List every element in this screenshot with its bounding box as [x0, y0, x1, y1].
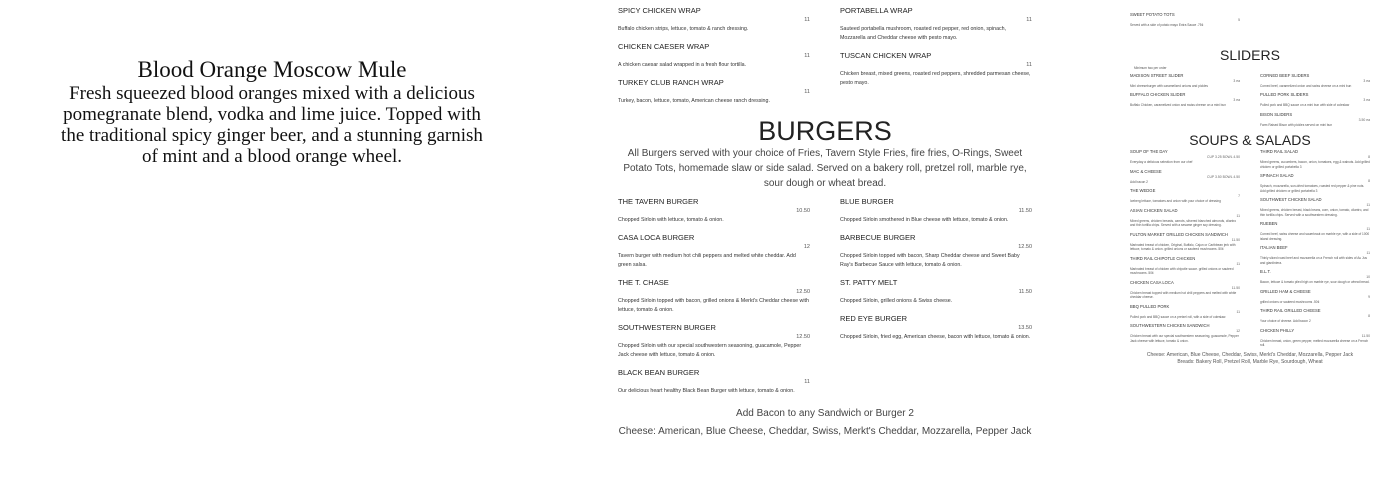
menu-item-desc: Chopped Sirloin topped with bacon, grilled onions & Merkt's Cheddar cheese with lettuce, tomato & onion.	[618, 298, 809, 313]
menu-item-name: CORNED BEEF SLIDERS	[1260, 72, 1310, 78]
menu-item-desc: Tavern burger with medium hot chili peppers and melted white cheddar. Add green salsa.	[618, 253, 796, 268]
menu-item-price: 11	[1366, 203, 1370, 207]
menu-item-desc: Chopped Sirloin, grilled onions & Swiss cheese.	[840, 298, 953, 304]
menu-item-name: ST. PATTY MELT	[840, 278, 898, 287]
menu-item	[1130, 149, 1240, 165]
menu-item-price: CUP 3.25 BOWL 4.50	[1207, 155, 1240, 159]
menu-item-desc: Chopped Sirloin with our special southwestern seasoning, guacamole, Pepper Jack cheese with lettuce, tomato & onion.	[618, 343, 802, 358]
menu-item-name: RUEBEN	[1260, 221, 1278, 226]
menu-item	[1260, 92, 1370, 108]
menu-item-desc: A chicken caesar salad wrapped in a fresh flour tortilla.	[618, 62, 747, 68]
sliders-left-column	[1130, 73, 1240, 132]
menu-item-price: 3 ea	[1233, 98, 1240, 102]
menu-item-desc: Chopped Sirloin smothered in Blue cheese with lettuce, tomato & onion.	[840, 217, 1009, 223]
menu-item-desc: Corned beef, swiss cheese and sauerkraut on marble rye, with a side of 1000 island dressing.	[1260, 232, 1370, 241]
menu-item-desc: Mixed greens, chicken breasts, carrots, slivered blanched almonds, cilantro and thin tortilla chips. Served with a sesame ginger soy dressing.	[1130, 218, 1237, 227]
menu-item	[1130, 92, 1240, 108]
menu-item	[1130, 280, 1240, 300]
menu-item-name: BARBECUE BURGER	[840, 233, 916, 242]
menu-item-price: 8	[1368, 155, 1370, 159]
menu-item-name: TUSCAN CHICKEN WRAP	[840, 51, 932, 60]
menu-item-desc: Our delicious heart healthy Black Bean Burger with lettuce, tomato & onion.	[618, 388, 795, 394]
menu-item	[1260, 149, 1370, 169]
sides-right-column	[1260, 12, 1370, 32]
menu-item-price: 11	[1236, 213, 1240, 218]
soups-footer-cheese: Cheese: American, Blue Cheese, Cheddar, Swiss, Merkt's Cheddar, Mozzarella, Pepper Jack	[1146, 351, 1354, 358]
menu-item	[1130, 256, 1240, 276]
menu-item	[1130, 323, 1240, 343]
menu-item	[618, 278, 810, 315]
menu-item-name: THIRD RAIL SALAD	[1260, 149, 1299, 154]
cocktail-description	[60, 57, 484, 167]
menu-item-price: 11.50	[1361, 333, 1370, 338]
menu-item	[840, 51, 1032, 88]
menu-item	[1260, 221, 1370, 241]
menu-item-desc: Mixed greens, cucumbers, bacon, onion, tomatoes, egg & walnuts. Add grilled chicken or grilled portabella 3	[1260, 160, 1370, 169]
menu-item	[618, 6, 810, 34]
menu-item-name: THE WEDGE	[1130, 188, 1156, 193]
menu-item	[840, 197, 1032, 225]
menu-item-desc: Thinly sliced roast beef and mozzarella on a French roll with sides of Au Jus and giardiniera.	[1260, 256, 1368, 265]
menu-item-name: ASIAN CHICKEN SALAD	[1130, 207, 1178, 213]
menu-item	[840, 314, 1032, 342]
menu-item	[1130, 232, 1240, 252]
menu-item	[1260, 245, 1370, 265]
menu-item-name: RED EYE BURGER	[840, 314, 908, 323]
menu-item-name: SOUTHWESTERN BURGER	[618, 323, 716, 332]
menu-item-desc: Pulled pork and BBQ sauce on a mini bun with side of coleslaw	[1260, 103, 1350, 107]
menu-item-price: 11	[804, 17, 810, 23]
menu-item-price: 10	[1366, 275, 1370, 279]
burgers-section	[618, 197, 1032, 404]
sliders-section	[1130, 73, 1370, 132]
menu-item-price: 11.50	[1018, 208, 1032, 214]
soups-section	[1130, 149, 1370, 352]
menu-item	[618, 78, 810, 106]
menu-item-price: 12.50	[796, 289, 810, 295]
menu-item-price: 11	[1026, 17, 1032, 23]
menu-item-price: 11	[1366, 251, 1370, 255]
menu-item-price: 11	[804, 89, 810, 95]
menu-item-price: 3.50 ea	[1358, 117, 1370, 122]
menu-item-name: MADISON STREET SLIDER	[1130, 72, 1184, 78]
cocktail-text: Fresh squeezed blood oranges mixed with a delicious pomegranate blend, vodka and lime juice. Topped with the traditional spicy ginger beer, and a stunning garnish of mint and a blood orange wheel.	[61, 83, 483, 167]
menu-item	[618, 197, 810, 225]
menu-item-name: THIRD RAIL GRILLED CHEESE	[1260, 308, 1321, 313]
menu-item-desc: Served with a side of potato mayo Extra Sauce .75¢	[1130, 23, 1204, 27]
menu-item	[840, 6, 1032, 43]
menu-item-name: CHICKEN CAESER WRAP	[618, 42, 710, 51]
menu-item-name: PULLED PORK SLIDERS	[1260, 92, 1309, 97]
menu-item-name: SOUP OF THE DAY	[1130, 149, 1168, 154]
menu-item-desc: Chopped Sirloin with lettuce, tomato & onion.	[618, 217, 724, 223]
menu-item-price: 5	[1238, 18, 1240, 22]
menu-item-name: CASA LOCA BURGER	[618, 233, 695, 242]
menu-item-desc: Chicken breast, onion, green pepper, melted mozzarella cheese on a French roll.	[1260, 338, 1369, 347]
menu-item-price: 8	[1368, 314, 1370, 318]
menu-item-price: 10.50	[796, 208, 810, 214]
menu-item	[1260, 269, 1370, 285]
menu-item-name: BBQ PULLED PORK	[1130, 303, 1170, 309]
sides-section	[1130, 12, 1370, 32]
burgers-title: BURGERS	[758, 116, 892, 146]
menu-item-name: ITALIAN BEEF	[1260, 245, 1288, 250]
sliders-right-column	[1260, 73, 1370, 132]
menu-item-desc: Iceberg lettuce, tomatoes and onion with your choice of dressing	[1130, 199, 1221, 203]
menu-item-name: GRILLED HAM & CHEESE	[1260, 288, 1311, 294]
menu-item-name: BUFFALO CHICKEN SLIDER	[1130, 92, 1186, 97]
menu-item-price: 12	[803, 244, 810, 250]
menu-item-desc: Mixed greens, chicken breast, black beans, corn, onion, tomato, cilantro, and thin tortilla chips. Served with a southwestern dressing.	[1260, 208, 1369, 217]
menu-item-price: 11	[1236, 261, 1240, 266]
menu-item	[840, 278, 1032, 306]
menu-item-name: BLACK BEAN BURGER	[618, 368, 700, 377]
menu-item	[1260, 197, 1370, 217]
menu-item	[1260, 328, 1370, 348]
menu-item-price: 11.50	[1231, 237, 1240, 242]
menu-item-desc: Your choice of cheese. Add bacon 2	[1260, 319, 1311, 323]
menu-item	[1260, 73, 1370, 89]
menu-item	[1130, 188, 1240, 204]
menu-item-desc: Add bacon 2	[1130, 179, 1148, 184]
burgers-footer-bacon: Add Bacon to any Sandwich or Burger 2	[736, 408, 914, 419]
soups-right-column	[1260, 149, 1370, 352]
menu-item	[618, 368, 810, 396]
menu-image-burgers	[618, 0, 1032, 450]
wraps-section	[618, 6, 1032, 114]
menu-item-name: SWEET POTATO TOTS	[1130, 12, 1175, 17]
menu-item-desc: Marinated breast of chicken with chipotle sauce. grilled onions or sauteed mushrooms .50¢	[1130, 266, 1234, 275]
menu-item-price: 7	[1238, 194, 1240, 198]
menu-item-name: SPINACH SALAD	[1260, 173, 1294, 178]
menu-item-price: 3 ea	[1363, 78, 1370, 83]
menu-item-desc: Bacon, lettuce & tomato piled high on marble rye, sour dough or wheat bread.	[1260, 280, 1370, 284]
menu-item	[1130, 304, 1240, 320]
menu-item-name: TURKEY CLUB RANCH WRAP	[618, 78, 724, 87]
menu-item-price: 13.50	[1018, 325, 1032, 331]
menu-item-price: 11	[804, 53, 810, 59]
cocktail-title: Blood Orange Moscow Mule	[137, 57, 407, 82]
menu-item-name: MAC & CHEESE	[1130, 168, 1162, 174]
menu-item-desc: Everyday a delicious selection from our chef	[1130, 160, 1193, 164]
menu-item	[618, 323, 810, 360]
sliders-note: Minimum two per order	[1134, 65, 1167, 70]
menu-item-desc: Mini cheeseburger with caramelized onions and pickles	[1130, 83, 1208, 88]
menu-image-sliders-soups	[1130, 0, 1370, 430]
menu-item	[1260, 173, 1370, 193]
menu-item-desc: Pulled pork and BBQ sauce on a pretzel roll, with a side of coleslaw.	[1130, 314, 1227, 319]
menu-item	[1130, 169, 1240, 185]
menu-item-name: THE T. CHASE	[618, 278, 669, 287]
menu-item	[840, 233, 1032, 270]
menu-item	[1130, 208, 1240, 228]
wraps-left-column	[618, 6, 810, 114]
soups-footer-breads: Breads: Bakery Roll, Pretzel Roll, Marble Rye, Sourdough, Wheat	[1177, 358, 1323, 365]
menu-item-desc: Buffalo Chicken, caramelized onion and swiss cheese on a mini bun	[1130, 103, 1226, 107]
menu-item-price: 12.50	[796, 334, 810, 340]
menu-item	[1260, 308, 1370, 324]
menu-item-desc: Chopped Sirloin topped with bacon, Sharp Cheddar cheese and Sweet Baby Ray's Barbecue Sauce with lettuce, tomato & onion.	[840, 253, 1020, 268]
menu-item	[1130, 12, 1240, 28]
menu-item-price: 11.50	[1018, 289, 1032, 295]
menu-item-name: CHICKEN PHILLY	[1260, 327, 1295, 333]
menu-item-price: 11	[1026, 62, 1032, 68]
menu-item-name: FULTON MARKET GRILLED CHICKEN SANDWICH	[1130, 231, 1228, 237]
burgers-subtitle: All Burgers served with your choice of Fries, Tavern Style Fries, fire fries, O-Rings, Sweet Potato Tots, homemade slaw or side salad. Served on a bakery roll, pretzel roll, marble rye, sour dough or wheat bread.	[623, 148, 1027, 189]
burgers-right-column	[840, 197, 1032, 404]
menu-item-name: THIRD RAIL CHIPOTLE CHICKEN	[1130, 255, 1196, 261]
menu-item-price: 11	[1236, 309, 1240, 314]
wraps-right-column	[840, 6, 1032, 114]
menu-item-name: PORTABELLA WRAP	[840, 6, 913, 15]
menu-item-price: 11.50	[1231, 285, 1240, 290]
menu-item-name: B.L.T.	[1260, 269, 1271, 274]
sides-left-column	[1130, 12, 1240, 32]
menu-item-price: CUP 3.50 BOWL 4.50	[1207, 174, 1240, 179]
menu-item-desc: Chicken breast topped with medium hot chili peppers and melted with white cheddar cheese.	[1130, 290, 1237, 299]
soups-title: SOUPS & SALADS	[1189, 132, 1311, 148]
menu-item	[1260, 289, 1370, 305]
menu-item-price: 11	[1366, 227, 1370, 231]
sliders-title: SLIDERS	[1220, 46, 1280, 63]
menu-item-desc: Turkey, bacon, lettuce, tomato, American cheese ranch dressing.	[618, 98, 770, 104]
menu-item-desc: grilled onions or sauteed mushrooms .50¢	[1260, 299, 1320, 304]
menu-item-desc: Marinated breast of chicken, Original, Buffalo, Cajun or Caribbean jerk with lettuce, tomato & onion. grilled onions or sauteed mushrooms .50¢	[1130, 242, 1236, 251]
menu-item-desc: Chopped Sirloin, fried egg, American cheese, bacon with lettuce, tomato & onion.	[840, 334, 1031, 340]
soups-left-column	[1130, 149, 1240, 352]
menu-item-price: 8	[1368, 179, 1370, 183]
menu-item-name: THE TAVERN BURGER	[618, 197, 699, 206]
menu-item-desc: Chicken breast with our special southwestern seasoning, guacamole, Pepper Jack cheese with lettuce, tomato & onion.	[1130, 334, 1239, 343]
menu-item-desc: Corned beef, caramelized onion and swiss cheese on a mini bun	[1260, 83, 1352, 88]
burgers-left-column	[618, 197, 810, 404]
burgers-footer-cheese: Cheese: American, Blue Cheese, Cheddar, Swiss, Merkt's Cheddar, Mozzarella, Pepper Jack	[618, 426, 1032, 437]
menu-item-price: 3 ea	[1363, 98, 1370, 102]
menu-item	[618, 233, 810, 270]
menu-item	[1260, 112, 1370, 128]
menu-item-desc: Chicken breast, mixed greens, roasted red peppers, shredded parmesan cheese, pesto mayo.	[840, 71, 1031, 86]
menu-item-desc: Farm Raised Bison with pickles served on mini bun	[1260, 122, 1333, 127]
menu-item-name: BLUE BURGER	[840, 197, 894, 206]
menu-item-price: 12	[1236, 329, 1240, 333]
menu-item-name: SPICY CHICKEN WRAP	[618, 6, 701, 15]
menu-item-price: 12.50	[1018, 244, 1032, 250]
menu-item-desc: Sauteed portabella mushroom, roasted red pepper, red onion, spinach, Mozzarella and Cheddar cheese with pesto mayo.	[840, 26, 1007, 41]
menu-item-price: 9	[1368, 294, 1370, 299]
menu-item	[1130, 73, 1240, 89]
menu-item-name: CHICKEN CASA LOCA	[1130, 279, 1174, 285]
menu-item-desc: Spinach, mozzarella, sun-dried tomatoes, roasted red pepper & pine nuts. Add grilled chicken or grilled portabella 3	[1260, 184, 1365, 193]
menu-item-name: SOUTHWESTERN CHICKEN SANDWICH	[1130, 323, 1210, 328]
menu-item	[618, 42, 810, 70]
menu-item-desc: Buffalo chicken strips, lettuce, tomato & ranch dressing.	[618, 26, 749, 32]
menu-item-price: 3 ea	[1233, 78, 1240, 83]
menu-item-name: BISON SLIDERS	[1260, 111, 1293, 117]
menu-item-name: SOUTHWEST CHICKEN SALAD	[1260, 197, 1322, 202]
menu-item-price: 11	[804, 379, 810, 385]
